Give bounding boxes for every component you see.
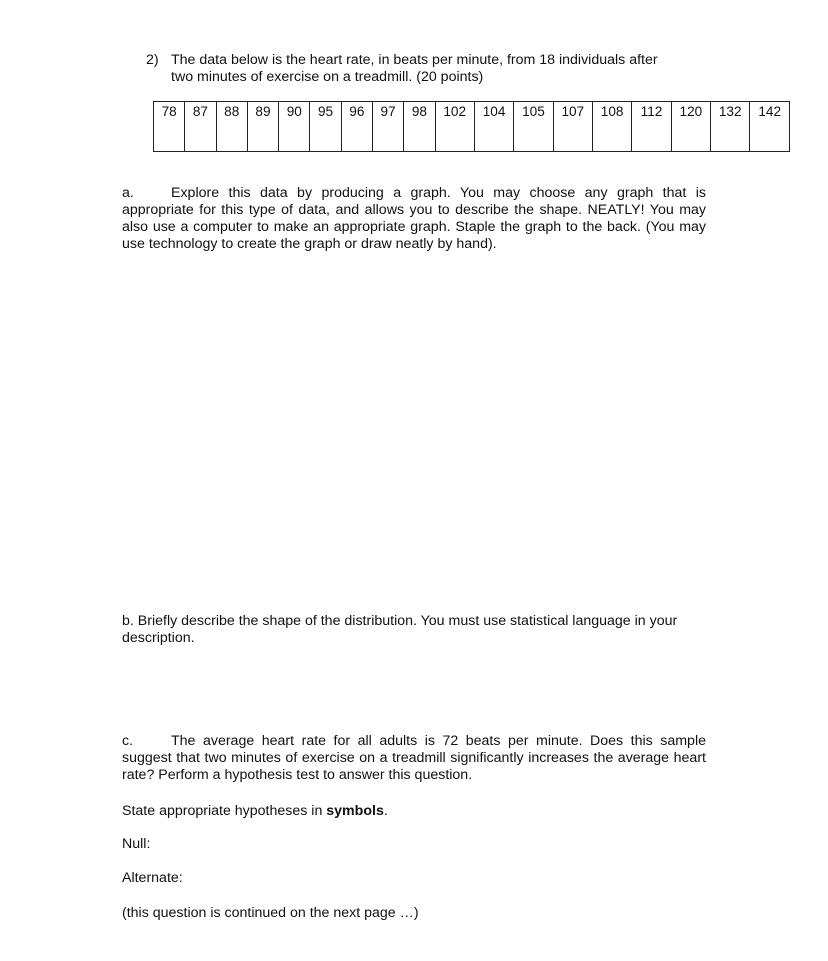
part-c-text: The average heart rate for all adults is 72 beats per minute. Does this sample suggest that two minutes of exercise on a treadmill significantly increases the average heart rate? Perform a hypothesis test to answer this question. (122, 733, 706, 784)
question-intro-line-2: two minutes of exercise on a treadmill. (20 points) (171, 69, 484, 85)
heart-rate-cell: 104 (474, 102, 513, 152)
part-c-label: c. (122, 733, 134, 750)
question-number: 2) (146, 52, 159, 68)
heart-rate-cell: 96 (341, 102, 372, 152)
heart-rate-cell: 112 (632, 102, 671, 152)
part-a-label: a. (122, 185, 134, 202)
heart-rate-cell: 90 (279, 102, 310, 152)
heart-rate-cell: 108 (592, 102, 631, 152)
heart-rate-cell: 120 (671, 102, 710, 152)
heart-rate-cell: 88 (216, 102, 247, 152)
heart-rate-cell: 89 (247, 102, 278, 152)
heart-rate-table (153, 101, 790, 152)
hypotheses-prompt-suffix: . (383, 803, 388, 820)
hypotheses-prompt-bold: symbols (326, 803, 384, 820)
heart-rate-cell: 97 (372, 102, 403, 152)
heart-rate-cell: 98 (404, 102, 435, 152)
alternate-hypothesis-label: Alternate: (122, 870, 183, 887)
null-hypothesis-label: Null: (122, 836, 151, 853)
part-a-text: Explore this data by producing a graph. You may choose any graph that is appropriate for this type of data, and allows you to describe the shape. NEATLY! You may also use a computer to make an appropriate graph. Staple the graph to the back. (You may use technology to create the graph or draw neatly by hand). (122, 185, 706, 253)
heart-rate-cell: 102 (435, 102, 474, 152)
heart-rate-cell: 95 (310, 102, 341, 152)
heart-rate-row (154, 102, 790, 152)
hypotheses-prompt (122, 803, 388, 819)
hypotheses-prompt-prefix: State appropriate hypotheses in (122, 803, 327, 820)
heart-rate-cell: 107 (553, 102, 592, 152)
heart-rate-cell: 142 (750, 102, 790, 152)
part-b-paragraph: b. Briefly describe the shape of the distribution. You must use statistical language in your description. (122, 613, 678, 647)
heart-rate-cell: 78 (154, 102, 185, 152)
part-a-paragraph (122, 185, 706, 253)
part-c-paragraph (122, 733, 706, 784)
heart-rate-cell: 132 (711, 102, 750, 152)
heart-rate-cell: 105 (514, 102, 553, 152)
question-intro-line-1: The data below is the heart rate, in beats per minute, from 18 individuals after (171, 52, 658, 68)
continued-note: (this question is continued on the next page …) (122, 905, 419, 922)
heart-rate-cell: 87 (185, 102, 216, 152)
